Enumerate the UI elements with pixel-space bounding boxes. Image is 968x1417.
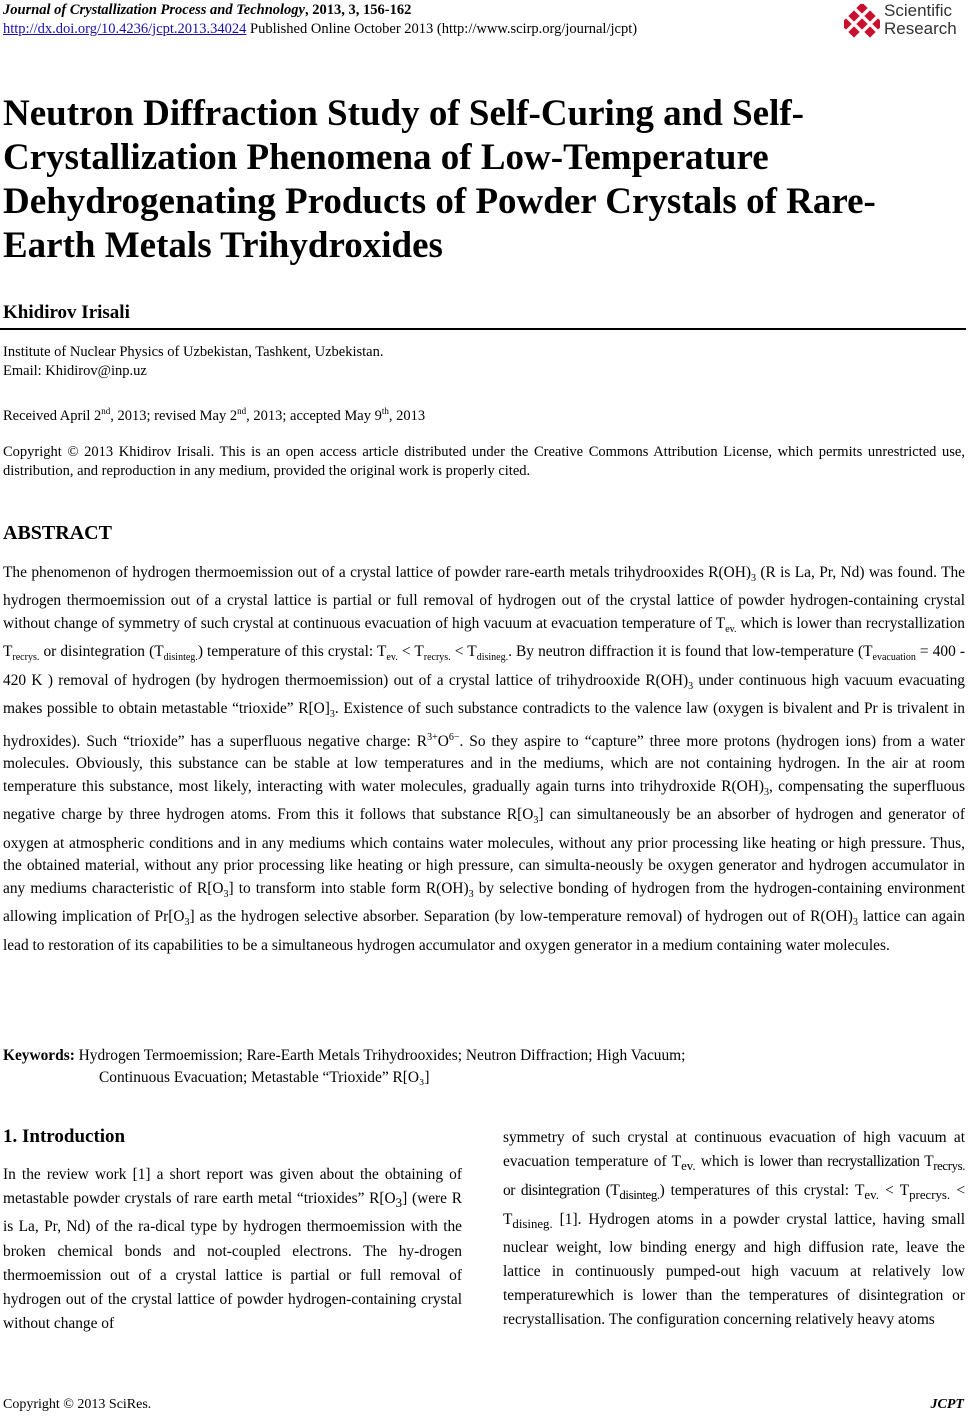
affiliation: Institute of Nuclear Physics of Uzbekistan, Tashkent, Uzbekistan.	[3, 344, 384, 360]
publisher-logo	[844, 2, 964, 42]
received-dates: Received April 2nd, 2013; revised May 2nd, 2013; accepted May 9th, 2013	[3, 406, 426, 424]
abstract-heading: ABSTRACT	[3, 522, 112, 544]
doi-line: http://dx.doi.org/10.4236/jcpt.2013.34024 Published Online October 2013 (http://www.scirp.org/journal/jcpt)	[3, 21, 638, 37]
keywords: Keywords: Hydrogen Termoemission; Rare-Earth Metals Trihydrooxides; Neutron Diffraction; High Vacuum; Continuous Evacuation; Metastable “Trioxide” R[O₃]	[3, 1047, 686, 1086]
logo-text: Scientific Research	[884, 1, 957, 38]
copyright-notice: Copyright © 2013 Khidirov Irisali. This is an open access article distributed under the Creative Commons Attribution License, which permits unrestricted use, distribution, and reproduction in any medium, provided the original work is properly cited.	[3, 444, 965, 479]
footer-copyright: Copyright © 2013 SciRes.	[3, 1397, 152, 1412]
header-divider	[0, 328, 966, 330]
author-name: Khidirov Irisali	[3, 302, 130, 323]
journal-header: Journal of Crystallization Process and Technology, 2013, 3, 156-162	[3, 2, 412, 18]
doi-link[interactable]: http://dx.doi.org/10.4236/jcpt.2013.34024	[3, 21, 247, 37]
scientific-research-logo-icon	[844, 4, 880, 40]
intro-right-column: symmetry of such crystal at continuous evacuation of high vacuum at evacuation temperature of $T_{ev.}$ which is lower than recrystallization $T_{recrys.}$ or disintegration $(T_{disinteg.})$ temperatures of this crystal: $T_{ev.} < T_{precrys.} < T_{disineg.}$ [1]. Hydrogen atoms in a powder crystal lattice, having small nuclear weight, low binding energy and high diffusion rate, leave the lattice in continuously pumped-out high vacuum at relatively low temperaturewhich is lower than the temperatures of disintegration or recrystallisation. The configuration concerning relatively heavy atoms	[503, 1129, 966, 1328]
abstract-body: The phenomenon of hydrogen thermoemission out of a crystal lattice of powder rare-earth metals trihydrooxides $R(OH)_3$ (R is La, Pr, Nd) was found. The hydrogen thermoemission out of a crystal lattice is partial or full removal of hydrogen out of the crystal lattice of powder hydrogen-containing crystal without change of symmetry of such crystal at continuous evacuation of high vacuum at evacuation temperature of $T_{ev.}$ which is lower than recrystallization $T_{recrys.}$ or disintegration $(T_{disinteg.})$ temperature of this crystal: $T_{ev.} < T_{recrys.} < T_{disineg.}$. By neutron diffraction it is found that low-temperature ($T_{evacuation} = 400 - 420$ K ) removal of hydrogen (by hydrogen thermoemission) out of a crystal lattice of trihydrooxide $R(OH)_3$ under continuous high vacuum evacuating makes possible to obtain metastable “trioxide” $R[O]_3$. Existence of such substance contradicts to the valence law (oxygen is bivalent and Pr is trivalent in hydroxides). Such “trioxide” has a superfluous negative charge: $R^{3+}O^{6-}$. So they aspire to “capture” three more protons (hydrogen ions) from a water molecules. Obviously, this substance can be stable at low temperatures and in the mediums, which are not containing hydrogen. In the air at room temperature this substance, most likely, interacting with water molecules, gradually again turns into trihydroxide $R(OH)_3$, compensating the superfluous negative charge by three hydrogen atoms. From this it follows that substance $R[O_3]$ can simultaneously be an absorber of hydrogen and generator of oxygen at atmospheric conditions and in any mediums which contains water molecules, without any prior processing like heating or high pressure. Thus, the obtained material, without any prior processing like heating or high pressure, can simulta-neously be oxygen generator and hydrogen accumulator in any mediums characteristic of $R[O_3]$ to transform into stable form $R(OH)_3$ by selective bonding of hydrogen from the hydrogen-containing environment allowing implication of $Pr[O_3]$ as the hydrogen selective absorber. Separation (by low-temperature removal) of hydrogen out of $R(OH)_3$ lattice can again lead to restoration of its capabilities to be a simultaneous hydrogen accumulator and oxygen generator in a medium containing water molecules.	[3, 564, 966, 954]
article-title: Neutron Diffraction Study of Self-Curing and Self-Crystallization Phenomena of Low-Temperature Dehydrogenating Products of Powder Crystals of Rare-Earth Metals Trihydroxides	[3, 93, 876, 266]
email: Email: Khidirov@inp.uz	[3, 363, 147, 379]
intro-heading: 1. Introduction	[3, 1126, 126, 1147]
footer-journal: JCPT	[930, 1397, 964, 1412]
intro-left-column: In the review work [1] a short report was given about the obtaining of metastable powder crystals of rare earth metal “trioxides” $R[O_3]$ (were R is La, Pr, Nd) of the ra-dical type by hydrogen thermoemission with the broken chemical bonds and not-coupled electrons. The hy-drogen thermoemission out of a crystal lattice is partial or full removal of hydrogen out of the crystal lattice of powder hydrogen-containing crystal without change of	[3, 1166, 462, 1333]
